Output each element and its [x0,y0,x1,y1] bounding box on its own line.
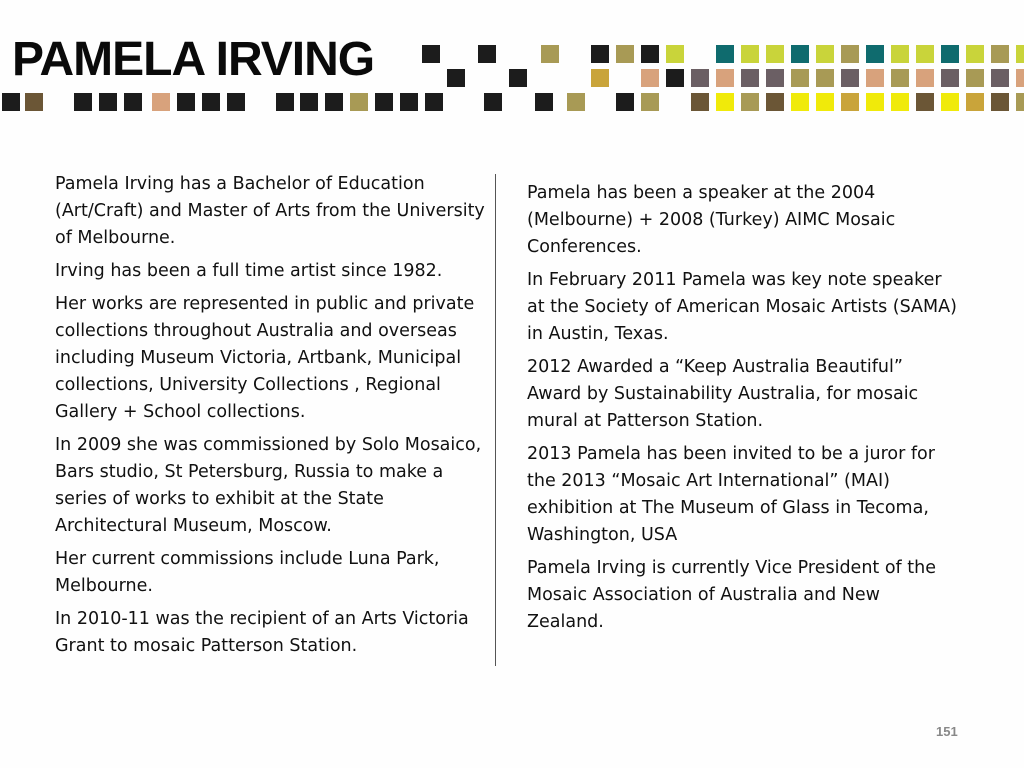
mosaic-tile [202,93,220,111]
mosaic-tile [691,93,709,111]
mosaic-tile [891,69,909,87]
mosaic-tile [791,45,809,63]
mosaic-tile [991,45,1009,63]
mosaic-tile [766,69,784,87]
slide-title: PAMELA IRVING [12,33,375,86]
mosaic-tile [541,45,559,63]
paragraph: Irving has been a full time artist since 1982. [55,261,443,281]
mosaic-tile [716,45,734,63]
mosaic-tile [691,69,709,87]
mosaic-tile [1016,45,1024,63]
mosaic-tile [276,93,294,111]
mosaic-tile [124,93,142,111]
mosaic-tile [25,93,43,111]
mosaic-tile [891,45,909,63]
mosaic-tile [766,93,784,111]
paragraph: In 2009 she was commissioned by Solo Mosaico, Bars studio, St Petersburg, Russia to make a series of works to exhibit at the State Architectural Museum, Moscow. [55,435,482,536]
paragraph: In 2010-11 was the recipient of an Arts Victoria Grant to mosaic Patterson Station. [55,609,469,656]
mosaic-tile [325,93,343,111]
mosaic-tile [991,69,1009,87]
mosaic-tile [816,69,834,87]
paragraph: Her works are represented in public and private collections throughout Australia and overseas including Museum Victoria, Artbank, Municipal collections, University Collections , Regional Gallery + School collections. [55,294,475,422]
mosaic-tile [177,93,195,111]
mosaic-tile [891,93,909,111]
mosaic-tile [716,69,734,87]
mosaic-tile [916,93,934,111]
mosaic-tile [425,93,443,111]
mosaic-tile [478,45,496,63]
mosaic-tile [152,93,170,111]
paragraph: Pamela Irving is currently Vice President of the Mosaic Association of Australia and New Zealand. [527,558,936,632]
mosaic-tile [766,45,784,63]
paragraph: 2013 Pamela has been invited to be a juror for the 2013 “Mosaic Art International” (MAI) exhibition at The Museum of Glass in Tecoma, Washington, USA [527,444,935,545]
mosaic-tile [99,93,117,111]
mosaic-tile [941,93,959,111]
mosaic-tile [991,93,1009,111]
mosaic-tile [400,93,418,111]
paragraph: Pamela Irving has a Bachelor of Education (Art/Craft) and Master of Arts from the University of Melbourne. [55,174,485,248]
paragraph: Pamela has been a speaker at the 2004 (Melbourne) + 2008 (Turkey) AIMC Mosaic Conferences. [527,183,896,257]
paragraph: In February 2011 Pamela was key note speaker at the Society of American Mosaic Artists (SAMA) in Austin, Texas. [527,270,957,344]
mosaic-tile [866,45,884,63]
mosaic-tile [1016,93,1024,111]
mosaic-tile [300,93,318,111]
mosaic-tile [966,93,984,111]
mosaic-tile [741,45,759,63]
mosaic-tile [666,45,684,63]
mosaic-tile [484,93,502,111]
mosaic-tile [916,45,934,63]
mosaic-tile [916,69,934,87]
mosaic-tile [350,93,368,111]
mosaic-tile [616,45,634,63]
mosaic-tile [741,69,759,87]
mosaic-tile [641,93,659,111]
mosaic-tile [966,69,984,87]
mosaic-tile [375,93,393,111]
mosaic-tile [2,93,20,111]
mosaic-tile [591,69,609,87]
mosaic-tile [509,69,527,87]
mosaic-tile [941,45,959,63]
mosaic-tile [816,93,834,111]
column-divider [495,174,496,666]
mosaic-tile [616,93,634,111]
mosaic-tile [966,45,984,63]
mosaic-tile [841,69,859,87]
mosaic-tile [447,69,465,87]
right-column [527,180,957,642]
mosaic-tile [535,93,553,111]
mosaic-tile [866,93,884,111]
mosaic-tile [841,93,859,111]
mosaic-tile [941,69,959,87]
mosaic-tile [716,93,734,111]
mosaic-tile [841,45,859,63]
left-column [55,171,485,666]
mosaic-tile [74,93,92,111]
mosaic-tile [227,93,245,111]
mosaic-tile [791,69,809,87]
mosaic-tile [422,45,440,63]
mosaic-tile [666,69,684,87]
mosaic-tile [791,93,809,111]
mosaic-tile [641,45,659,63]
paragraph: Her current commissions include Luna Park, Melbourne. [55,549,440,596]
mosaic-tile [567,93,585,111]
mosaic-tile [591,45,609,63]
mosaic-tile [816,45,834,63]
mosaic-tile [641,69,659,87]
paragraph: 2012 Awarded a “Keep Australia Beautiful” Award by Sustainability Australia, for mosaic mural at Patterson Station. [527,357,919,431]
mosaic-tile [741,93,759,111]
mosaic-tile [866,69,884,87]
page-number: 151 [936,724,958,739]
mosaic-tile [1016,69,1024,87]
